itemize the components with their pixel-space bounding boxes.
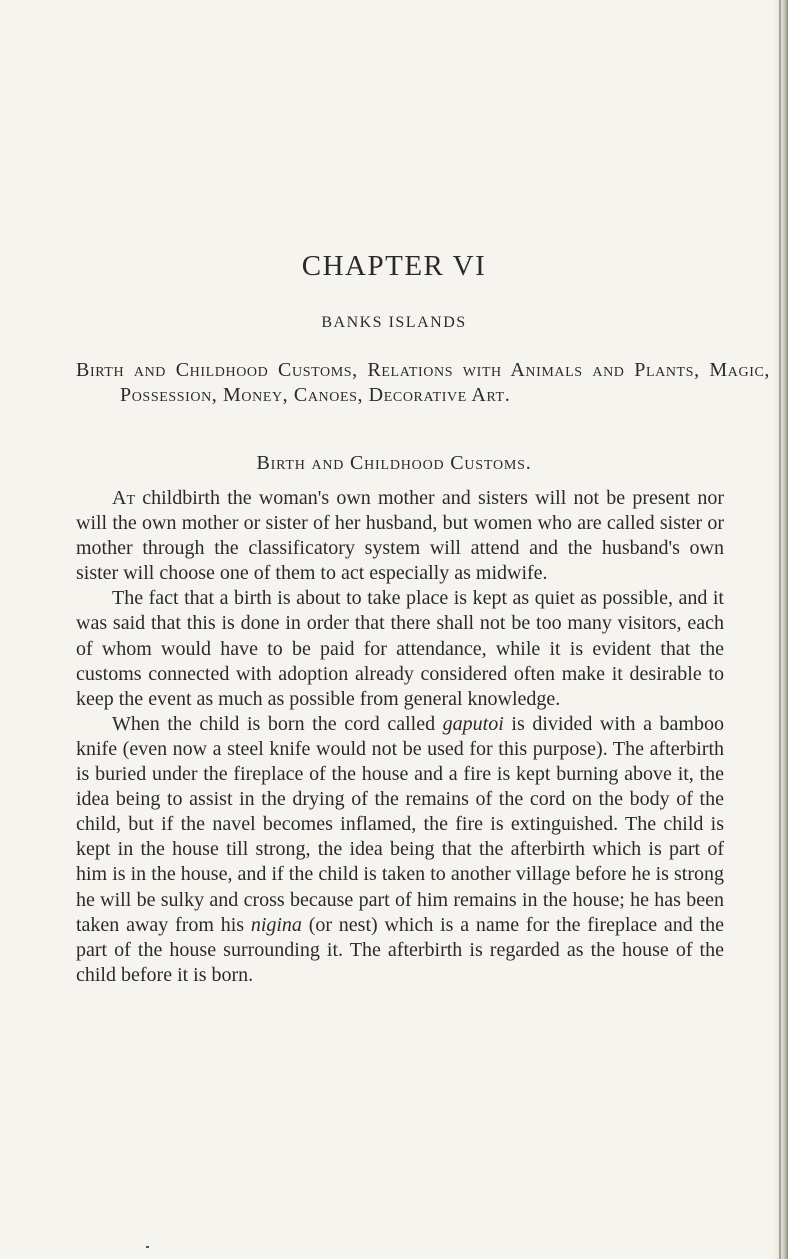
paragraph-3-text-a: When the child is born the cord called <box>112 712 443 735</box>
chapter-title: CHAPTER VI <box>301 250 487 282</box>
chapter-subjects: Birth and Childhood Customs, Relations with Animals and Plants, Magic, Possession, Money, Canoes, Decorative Art. <box>76 359 770 406</box>
page-edge-shadow <box>774 0 788 1259</box>
term-gaputoi: gaputoi <box>442 712 504 735</box>
section-title: BANKS ISLANDS <box>321 314 467 331</box>
body-text <box>76 486 724 988</box>
paragraph-1-first-word: At <box>112 487 135 509</box>
paragraph-2: The fact that a birth is about to take place is kept as quiet as possible, and it was said that this is done in order that there shall not be too many visitors, each of whom would have to be paid for attendance, while it is evident that the customs connected with adoption already considered often make it desirable to keep the event as much as possible from general knowledge. <box>76 587 724 710</box>
paragraph-1 <box>76 486 724 586</box>
term-nigina: nigina <box>250 913 302 936</box>
page-binding-line <box>779 0 781 1259</box>
paragraph-1-text: childbirth the woman's own mother and sisters will not be present nor will the own mother or sister of her husband, but women who are called sister or mother through the classificatory system will attend and the husband's own sister will choose one of them to act especially as midwife. <box>76 487 724 585</box>
paragraph-3 <box>76 712 724 988</box>
paragraph-3-text-b: is divided with a bamboo knife (even now a steel knife would not be used for this purpose). The afterbirth is buried under the fireplace of the house and a fire is kept burning above it, the idea being to assist in the drying of the remains of the cord on the body of the child, but if the navel becomes inflamed, the fire is extinguished. The child is kept in the house till strong, the idea being that the afterbirth which is part of him is in the house, and if the child is taken to another village before he is strong he will be sulky and cross because part of him remains in the house; he has been taken away from his <box>76 712 724 936</box>
stray-ink-mark <box>146 1246 149 1248</box>
paragraph-3-text-c: (or nest) which is a name for the fireplace and the part of the house surrounding it. The afterbirth is regarded as the house of the child before it is born. <box>76 913 725 986</box>
subheading: Birth and Childhood Customs. <box>256 452 532 474</box>
